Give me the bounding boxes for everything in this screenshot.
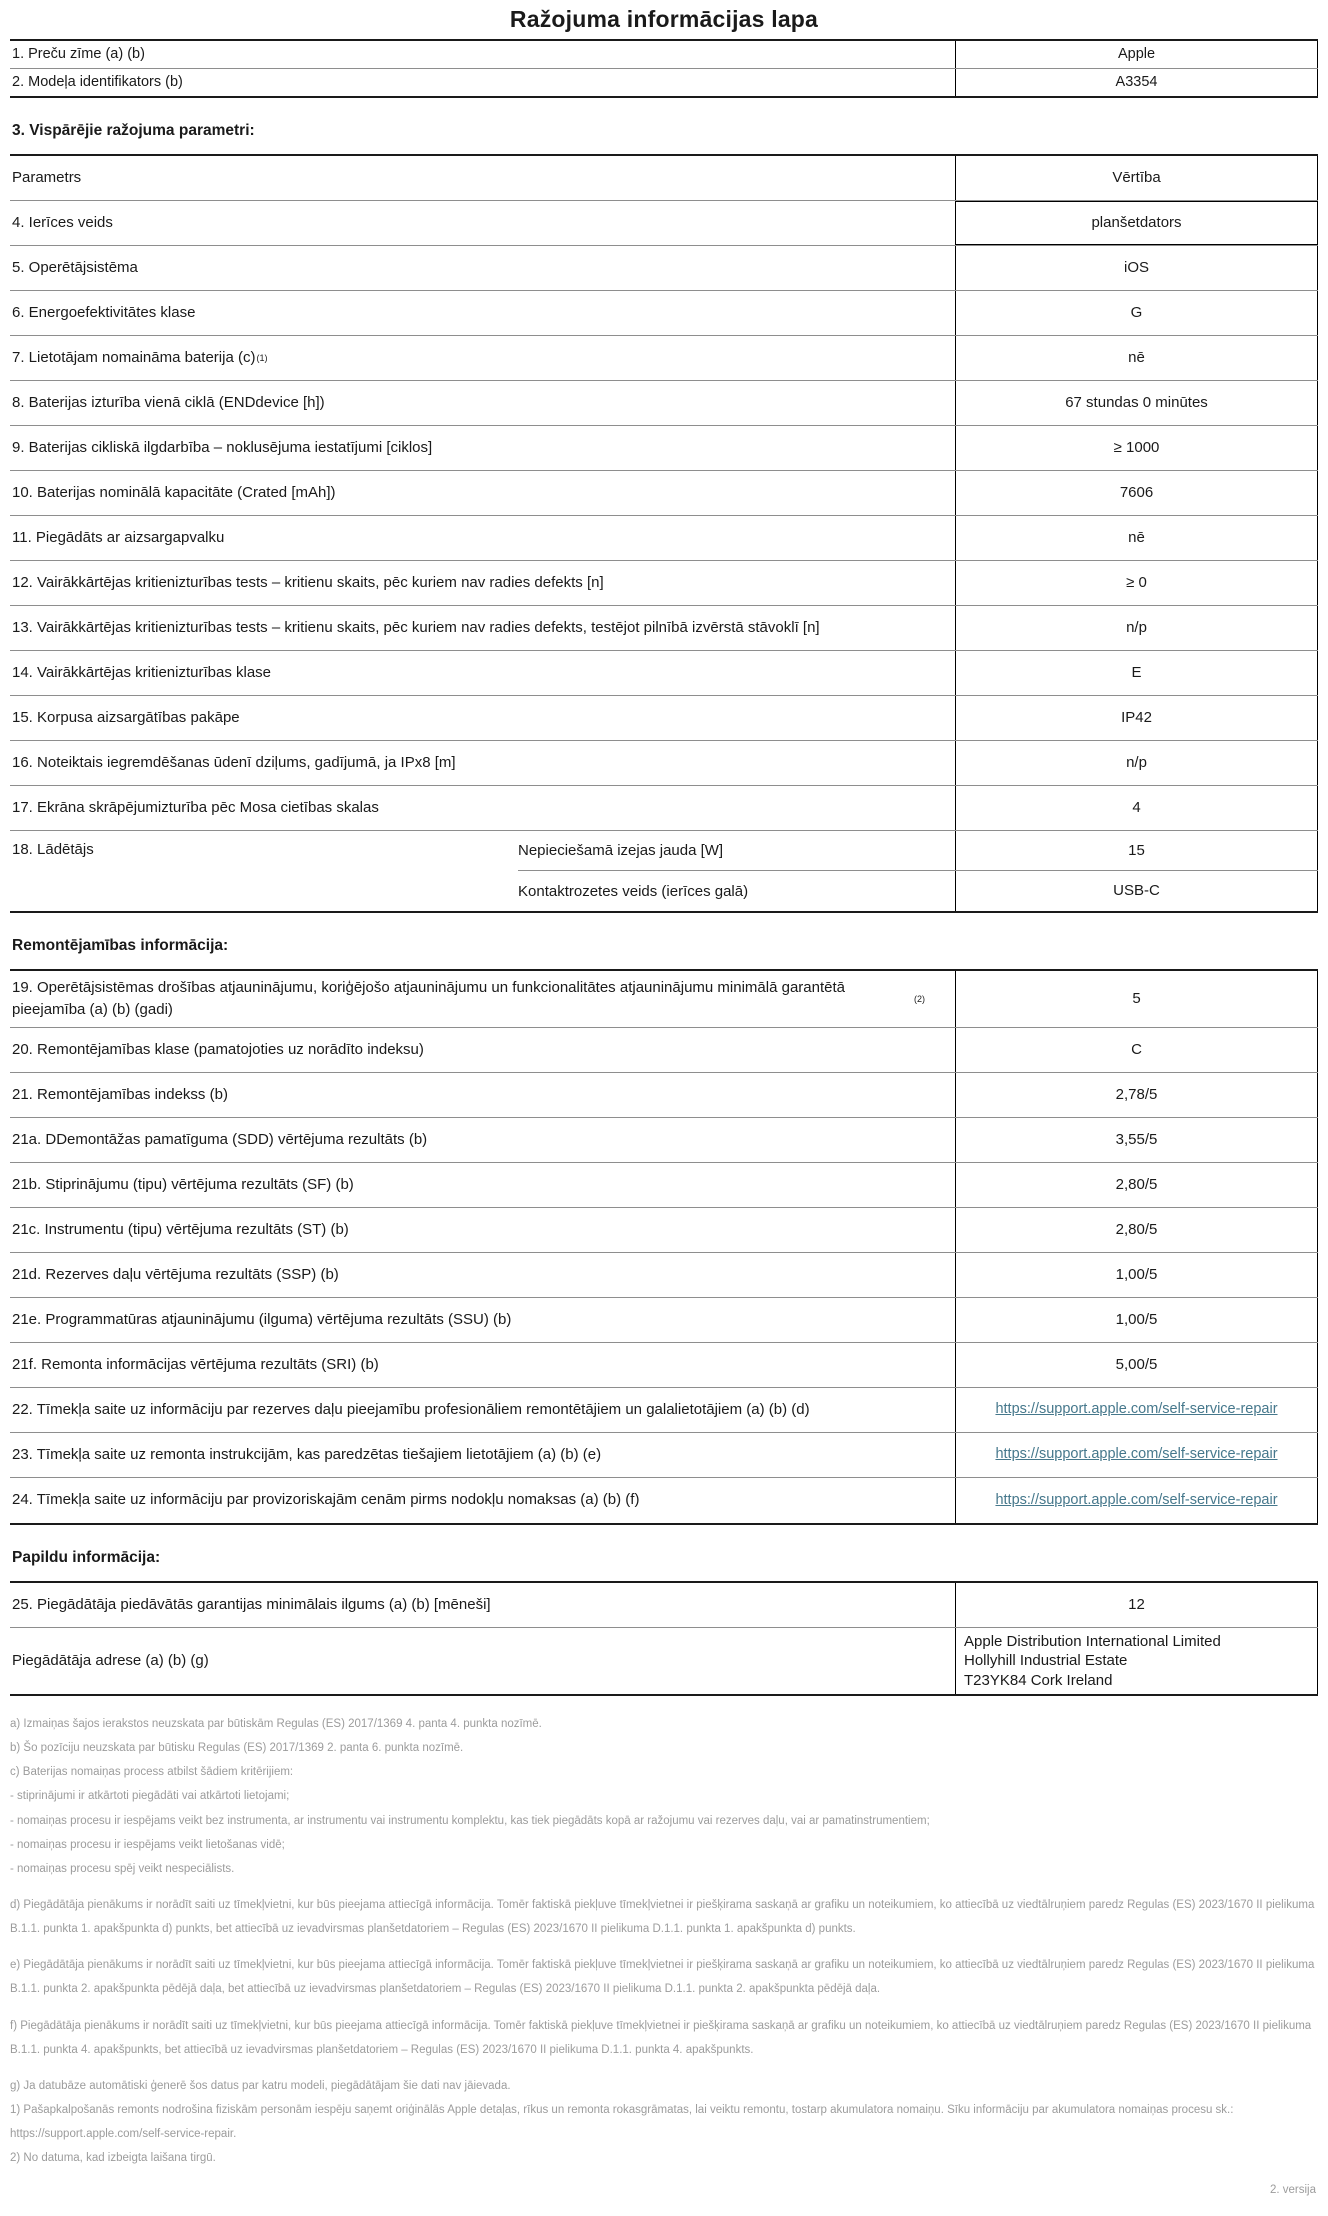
table-row-brand [10,41,1318,69]
row-label: 20. Remontējamības klase (pamatojoties uz norādīto indeksu) [12,1040,424,1058]
repairability-table [10,969,1318,1525]
row-value [955,1433,1318,1477]
row-label: 9. Baterijas cikliskā ilgdarbība – noklusējuma iestatījumi [ciklos] [12,439,433,457]
table-row-warranty [10,1583,1318,1628]
general-parameters-heading: 3. Vispārējie ražojuma parametri: [12,122,255,140]
row-label: Piegādātāja adrese (a) (b) (g) [12,1651,209,1669]
row-value: IP42 [955,696,1318,740]
row-value: ≥ 0 [955,561,1318,605]
provisional-prices-link[interactable]: https://support.apple.com/self-service-repair [995,1491,1278,1508]
table-row-ip-rating [10,696,1318,741]
row-label: 23. Tīmekļa saite uz remonta instrukcijām, kas paredzētas tiešajiem lietotājiem (a) (b) (e) [12,1445,602,1463]
row-label: 21a. DDemontāžas pamatīguma (SDD) vērtējuma rezultāts (b) [12,1130,428,1148]
row-label-text: 7. Lietotājam nomaināma baterija (c) [12,349,256,367]
row-label: 21b. Stiprinājumu (tipu) vērtējuma rezultāts (SF) (b) [12,1175,354,1193]
row-value: n/p [955,741,1318,785]
row-label: 1. Preču zīme (a) (b) [12,46,145,62]
row-value: 5 [955,971,1318,1027]
footnote-c-criterion: - stiprinājumi ir atkārtoti piegādāti vai atkārtoti lietojami; [10,1790,290,1803]
footnote-1: 1) Pašapkalpošanās remonts nodrošina fiziskām personām iespēju saņemt oriģinālās Apple detaļas, rīkus un remonta rokasgrāmatas, lai veiktu remontu, tostarp akumulatora nomaiņu. Sīku informāciju par akumulatora nomaiņas procesu sk.: https://support.apple.com/self-service-repair. [10,2104,1234,2141]
table-row-drop-test [10,561,1318,606]
footnote-d: d) Piegādātāja pienākums ir norādīt saiti uz tīmekļvietni, kur būs pieejama attiecīgā informācija. Tomēr faktiskā piekļuve tīmekļvietnei ir piešķirama saskaņā ar grafiku un noteikumiem, ko attiecībā uz viedtālruņiem paredz Regulas (ES) 2023/1670 II pielikuma B.1.1. punkta 1. apakšpunkta d) punkts, bet attiecībā uz ievadvirsmas planšetdatoriem – Regulas (ES) 2023/1670 II pielikuma D.1.1. punkta 1. apakšpunkta d) punkts. [10,1899,1315,1936]
table-row-ssu-score [10,1298,1318,1343]
row-label: 25. Piegādātāja piedāvātās garantijas minimālais ilgums (a) (b) [mēneši] [12,1595,491,1613]
table-row-repair-class [10,1028,1318,1073]
footnote-c-criterion: - nomaiņas procesu spēj veikt nespeciālists. [10,1862,235,1875]
table-row-model [10,69,1318,96]
table-row-charger [10,831,1318,911]
footnote-b: b) Šo pozīciju neuzskata par būtisku Regulas (ES) 2017/1369 2. panta 6. punkta nozīmē. [10,1742,464,1755]
row-label: 6. Energoefektivitātes klase [12,304,196,322]
row-label: 17. Ekrāna skrāpējumizturība pēc Mosa cietības skalas [12,799,379,817]
footnote-c-criterion: - nomaiņas procesu ir iespējams veikt lietošanas vidē; [10,1838,285,1851]
row-value: nē [955,336,1318,380]
row-value: 2,80/5 [955,1208,1318,1252]
row-label: 10. Baterijas nominālā kapacitāte (Crated [mAh]) [12,484,336,502]
row-value: 5,00/5 [955,1343,1318,1387]
table-row-ssp-score [10,1253,1318,1298]
table-row-st-score [10,1208,1318,1253]
table-row-spare-parts-link [10,1388,1318,1433]
row-value [955,1478,1318,1523]
row-label: 14. Vairākkārtējas kritienizturības klase [12,664,271,682]
table-row-sri-score [10,1343,1318,1388]
address-line: Hollyhill Industrial Estate [964,1652,1128,1670]
row-value: 4 [955,786,1318,830]
row-value: ≥ 1000 [955,426,1318,470]
table-row-battery-capacity [10,471,1318,516]
row-label: 5. Operētājsistēma [12,259,138,277]
footnote-c-criterion: - nomaiņas procesu ir iespējams veikt bez instrumenta, ar instrumentu vai instrumentu komplektu, kas tiek piegādāts kopā ar ražojumu vai rezerves daļu, vai ar pamatinstrumentiem; [10,1814,930,1827]
row-value: nē [955,516,1318,560]
row-label: 7. Lietotājam nomaināma baterija (c) (1) [10,336,955,380]
table-row-update-availability [10,971,1318,1028]
supplier-address-value [955,1628,1318,1695]
value-column-header: Vērtība [955,156,1318,200]
page-title: Ražojuma informācijas lapa [509,6,819,32]
row-label: 21e. Programmatūras atjauninājumu (ilguma) vērtējuma rezultāts (SSU) (b) [12,1310,512,1328]
table-row-scratch-resistance [10,786,1318,831]
row-value: 1,00/5 [955,1253,1318,1297]
additional-info-table [10,1581,1318,1697]
row-value: G [955,291,1318,335]
table-row-battery-cycles [10,426,1318,471]
address-line: Apple Distribution International Limited [964,1632,1221,1650]
row-value: 12 [955,1583,1318,1627]
sub-row-label: Kontaktrozetes veids (ierīces galā) [518,882,749,900]
row-label: 22. Tīmekļa saite uz informāciju par rezerves daļu pieejamību profesionāliem remontētājiem un galalietotājiem (a) (b) (d) [12,1400,810,1418]
row-label: 2. Modeļa identifikators (b) [12,74,183,91]
charger-output-power-row [518,831,1318,871]
row-value: E [955,651,1318,695]
charger-sub-rows [518,831,1318,911]
row-label: 21d. Rezerves daļu vērtējuma rezultāts (SSP) (b) [12,1265,339,1283]
sub-row-value: 15 [955,831,1318,870]
table-row-os [10,246,1318,291]
version-label: 2. versija [1269,2184,1316,2197]
row-value: planšetdators [955,201,1318,245]
general-parameters-table [10,154,1318,913]
parameter-column-header: Parametrs [12,169,82,187]
row-value: 2,78/5 [955,1073,1318,1117]
charger-row-label: 18. Lādētājs [12,841,94,859]
footnote-g: g) Ja datubāze automātiski ģenerē šos datus par katru modeli, piegādātājam šie dati nav jāievada. [10,2079,511,2092]
repairability-heading: Remontējamības informācija: [12,937,229,955]
sub-row-label: Nepieciešamā izejas jauda [W] [518,842,724,860]
row-value: C [955,1028,1318,1072]
row-label: 15. Korpusa aizsargātības pakāpe [12,709,240,727]
table-row-sdd-score [10,1118,1318,1163]
repair-instructions-link[interactable]: https://support.apple.com/self-service-repair [995,1446,1278,1463]
table-row-repair-index [10,1073,1318,1118]
model-value: A3354 [955,69,1318,96]
table-row-battery-endurance [10,381,1318,426]
footnote-f: f) Piegādātāja pienākums ir norādīt saiti uz tīmekļvietni, kur būs pieejama attiecīgā informācija. Tomēr faktiskā piekļuve tīmekļvietnei ir piešķirama saskaņā ar grafiku un noteikumiem, ko attiecībā uz viedtālruņiem paredz Regulas (ES) 2023/1670 II pielikuma B.1.1. punkta 4. apakšpunkts, bet attiecībā uz ievadvirsmas planšetdatoriem – Regulas (ES) 2023/1670 II pielikuma D.1.1. punkta 4. apakšpunkts. [10,2019,1312,2056]
row-label: 13. Vairākkārtējas kritienizturības tests – kritienu skaits, pēc kuriem nav radies defekts, testējot pilnībā izvērstā stāvoklī [n] [12,619,820,637]
row-label: 11. Piegādāts ar aizsargapvalku [12,529,225,547]
row-label: 21c. Instrumentu (tipu) vērtējuma rezultāts (ST) (b) [12,1220,349,1238]
table-row-sf-score [10,1163,1318,1208]
table-row-repair-instructions-link [10,1433,1318,1478]
footnotes [10,1712,1318,2170]
identification-table [10,39,1318,98]
table-row-supplier-address [10,1628,1318,1695]
table-row-energy-class [10,291,1318,336]
table-row-protective-case [10,516,1318,561]
additional-info-heading: Papildu informācija: [12,1548,161,1566]
table-row-prices-link [10,1478,1318,1523]
row-label: 19. Operētājsistēmas drošības atjauninājumu, koriģējošo atjauninājumu un funkcionalitātes atjauninājumu minimālā garantētā pieejamība (a) (b) (gadi) (2) [10,971,955,1027]
row-value: 67 stundas 0 minūtes [955,381,1318,425]
row-value: iOS [955,246,1318,290]
row-label-text: 19. Operētājsistēmas drošības atjauninājumu, koriģējošo atjauninājumu un funkcionalitātes atjauninājumu minimālā garantētā pieejamība (a) (b) (gadi) [12,979,845,1018]
row-label: 12. Vairākkārtējas kritienizturības tests – kritienu skaits, pēc kuriem nav radies defekts [n] [12,574,604,592]
footnote-2: 2) No datuma, kad izbeigta laišana tirgū. [10,2152,216,2165]
row-label: 21f. Remonta informācijas vērtējuma rezultāts (SRI) (b) [12,1355,379,1373]
footnote-c: c) Baterijas nomaiņas process atbilst šādiem kritērijiem: [10,1766,294,1779]
row-label: 4. Ierīces veids [12,214,113,232]
row-value: 1,00/5 [955,1298,1318,1342]
row-label: 21. Remontējamības indekss (b) [12,1085,228,1103]
table-row-immersion-depth [10,741,1318,786]
row-value [955,1388,1318,1432]
table-row-replaceable-battery [10,336,1318,381]
row-label: 8. Baterijas izturība vienā ciklā (ENDdevice [h]) [12,394,325,412]
table-row-device-type [10,201,1318,246]
row-value: 3,55/5 [955,1118,1318,1162]
footnote-e: e) Piegādātāja pienākums ir norādīt saiti uz tīmekļvietni, kur būs pieejama attiecīgā informācija. Tomēr faktiskā piekļuve tīmekļvietnei ir piešķirama saskaņā ar grafiku un noteikumiem, ko attiecībā uz viedtālruņiem paredz Regulas (ES) 2023/1670 II pielikuma B.1.1. punkta 2. apakšpunkta pēdējā daļa, bet attiecībā uz ievadvirsmas planšetdatoriem – Regulas (ES) 2023/1670 II pielikuma D.1.1. punkta 2. apakšpunkta pēdējā daļa. [10,1959,1315,1996]
row-label: 16. Noteiktais iegremdēšanas ūdenī dziļums, gadījumā, ja IPx8 [m] [12,754,456,772]
row-value: 2,80/5 [955,1163,1318,1207]
spare-parts-availability-link[interactable]: https://support.apple.com/self-service-repair [995,1401,1278,1418]
footnote-a: a) Izmaiņas šajos ierakstos neuzskata par būtiskām Regulas (ES) 2017/1369 4. panta 4. punkta nozīmē. [10,1718,542,1731]
row-label: 24. Tīmekļa saite uz informāciju par provizoriskajām cenām pirms nodokļu nomaksas (a) (b) (f) [12,1491,640,1509]
address-line: T23YK84 Cork Ireland [964,1671,1113,1689]
table-row-drop-class [10,651,1318,696]
brand-value: Apple [955,41,1318,68]
table-header-row [10,156,1318,201]
row-value: 7606 [955,471,1318,515]
row-value: n/p [955,606,1318,650]
table-row-drop-test-unfolded [10,606,1318,651]
sub-row-value: USB-C [955,871,1318,911]
charger-connector-row [518,871,1318,911]
